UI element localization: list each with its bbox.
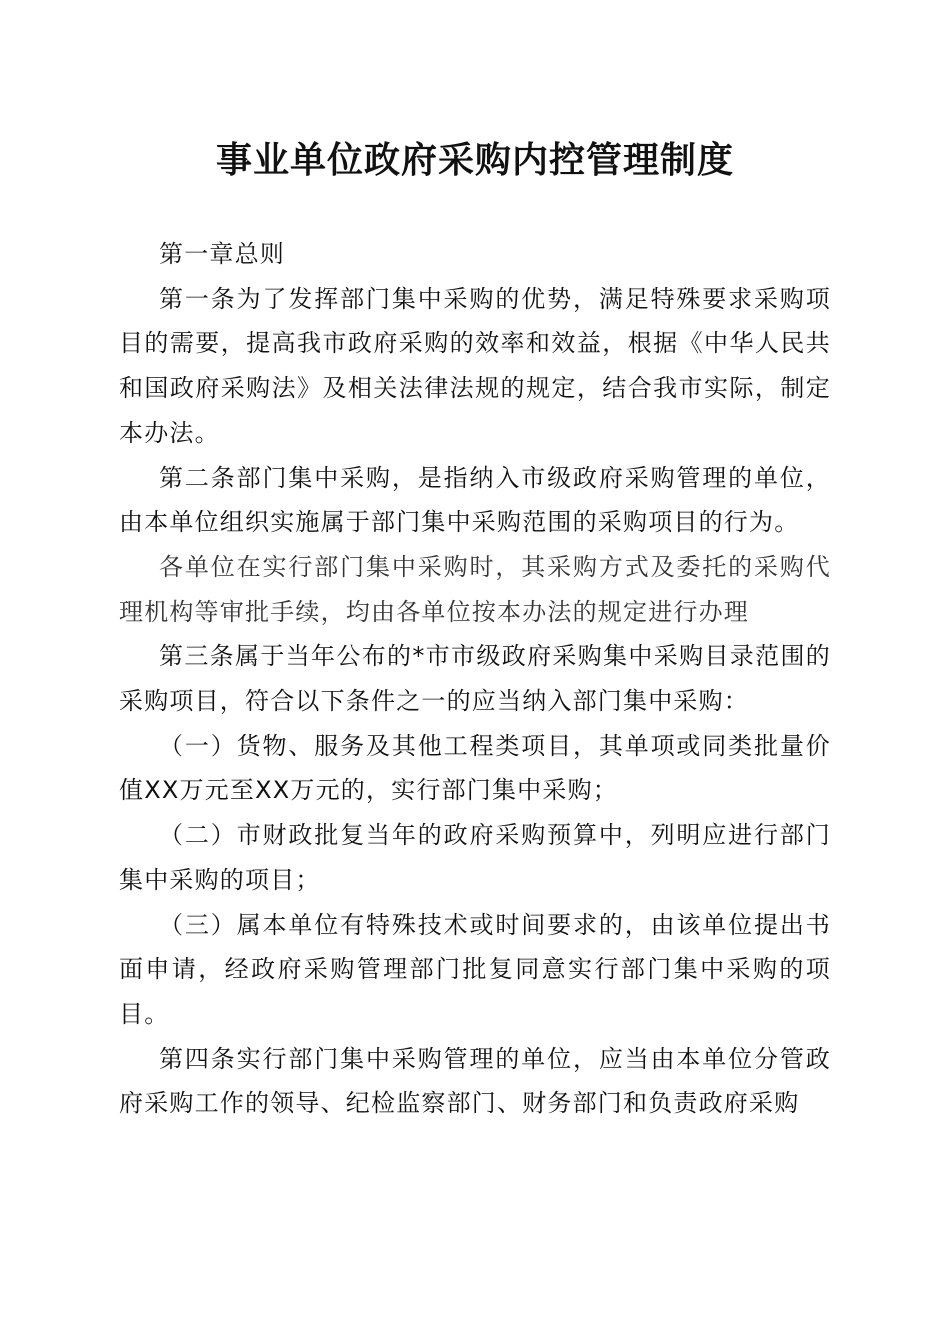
article-4: 第四条实行部门集中采购管理的单位，应当由本单位分管政府采购工作的领导、纪检监察部门、财务部门和负责政府采购	[119, 1044, 831, 1118]
chapter-heading: 第一章总则	[159, 240, 285, 268]
article-2-note: 各单位在实行部门集中采购时，其采购方式及委托的采购代理机构等审批手续，均由各单位按本办法的规定进行办理	[119, 552, 831, 626]
article-3-item-3: （三）属本单位有特殊技术或时间要求的，由该单位提出书面申请，经政府采购管理部门批复同意实行部门集中采购的项目。	[119, 910, 831, 1028]
document-title: 事业单位政府采购内控管理制度	[215, 139, 734, 181]
document-body	[119, 232, 831, 1126]
article-3-item-2: （二）市财政批复当年的政府采购预算中，列明应进行部门集中采购的项目；	[119, 821, 831, 894]
article-3-item-1: （一）货物、服务及其他工程类项目，其单项或同类批量价值XX万元至XX万元的，实行部门集中采购；	[119, 731, 831, 805]
article-2: 第二条部门集中采购，是指纳入市级政府采购管理的单位，由本单位组织实施属于部门集中采购范围的采购项目的行为。	[119, 463, 831, 537]
article-3: 第三条属于当年公布的*市市级政府采购集中采购目录范围的采购项目，符合以下条件之一的应当纳入部门集中采购：	[119, 642, 831, 716]
article-1: 第一条为了发挥部门集中采购的优势，满足特殊要求采购项目的需要，提高我市政府采购的效率和效益，根据《中华人民共和国政府采购法》及相关法律法规的规定，结合我市实际，制定本办法。	[119, 284, 831, 447]
